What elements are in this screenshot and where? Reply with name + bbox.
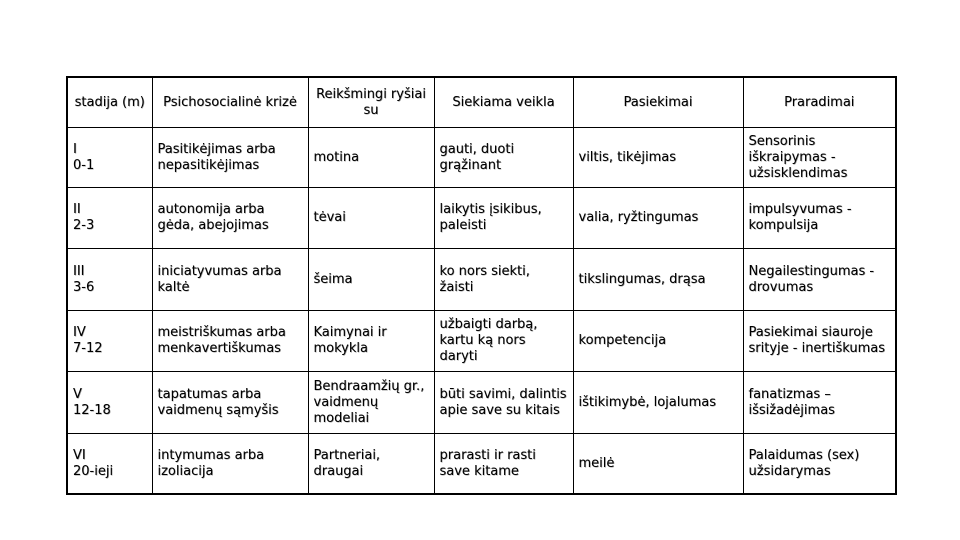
stage-roman: II xyxy=(73,202,81,217)
stage-age: 12-18 xyxy=(73,402,111,418)
cell-activity: gauti, duoti grąžinant xyxy=(434,128,573,188)
header-achievements: Pasiekimai xyxy=(573,77,743,128)
cell-relations: motina xyxy=(308,128,434,188)
cell-relations: Kaimynai ir mokykla xyxy=(308,311,434,372)
table-row xyxy=(67,372,896,434)
table-row xyxy=(67,249,896,311)
cell-stage xyxy=(67,434,152,495)
cell-activity: prarasti ir rasti save kitame xyxy=(434,434,573,495)
stage-roman: I xyxy=(73,141,77,157)
cell-achievement: kompetencija xyxy=(573,311,743,372)
header-stage: stadija (m) xyxy=(67,77,152,128)
cell-achievement: meilė xyxy=(573,434,743,495)
cell-relations: Partneriai, draugai xyxy=(308,434,434,495)
cell-crisis: autonomija arba gėda, abejojimas xyxy=(152,188,308,249)
header-relations: Reikšmingi ryšiai su xyxy=(308,77,434,128)
header-losses: Praradimai xyxy=(743,77,896,128)
cell-achievement: viltis, tikėjimas xyxy=(573,128,743,188)
cell-crisis: meistriškumas arba menkavertiškumas xyxy=(152,311,308,372)
cell-loss: Pasiekimai siauroje srityje - inertiškumas xyxy=(743,311,896,372)
cell-loss: Sensorinis iškraipymas - užsisklendimas xyxy=(743,128,896,188)
cell-stage xyxy=(67,311,152,372)
table-row xyxy=(67,434,896,495)
cell-loss: fanatizmas – išsižadėjimas xyxy=(743,372,896,434)
stage-roman: IV xyxy=(73,325,86,340)
header-crisis: Psichosocialinė krizė xyxy=(152,77,308,128)
cell-relations: šeima xyxy=(308,249,434,311)
cell-activity: laikytis įsikibus, paleisti xyxy=(434,188,573,249)
cell-crisis: tapatumas arba vaidmenų sąmyšis xyxy=(152,372,308,434)
table-row xyxy=(67,128,896,188)
stage-age: 2-3 xyxy=(73,218,95,233)
cell-achievement: valia, ryžtingumas xyxy=(573,188,743,249)
cell-relations: tėvai xyxy=(308,188,434,249)
cell-achievement: tikslingumas, drąsa xyxy=(573,249,743,311)
cell-crisis: iniciatyvumas arba kaltė xyxy=(152,249,308,311)
erikson-stages-table-container xyxy=(66,76,895,495)
stage-roman: V xyxy=(73,386,82,402)
cell-crisis: intymumas arba izoliacija xyxy=(152,434,308,495)
header-activity: Siekiama veikla xyxy=(434,77,573,128)
cell-crisis: Pasitikėjimas arba nepasitikėjimas xyxy=(152,128,308,188)
cell-activity: būti savimi, dalintis apie save su kitais xyxy=(434,372,573,434)
table-header-row xyxy=(67,77,896,128)
stage-age: 3-6 xyxy=(73,279,95,295)
stage-age: 20-ieji xyxy=(73,463,114,479)
cell-relations: Bendraamžių gr., vaidmenų modeliai xyxy=(308,372,434,434)
cell-activity: ko nors siekti, žaisti xyxy=(434,249,573,311)
erikson-stages-table xyxy=(66,76,897,495)
cell-stage xyxy=(67,128,152,188)
stage-roman: III xyxy=(73,263,85,279)
table-row xyxy=(67,188,896,249)
cell-stage xyxy=(67,249,152,311)
cell-stage xyxy=(67,188,152,249)
cell-loss: Negailestingumas - drovumas xyxy=(743,249,896,311)
cell-stage xyxy=(67,372,152,434)
cell-loss: Palaidumas (sex) užsidarymas xyxy=(743,434,896,495)
cell-activity: užbaigti darbą, kartu ką nors daryti xyxy=(434,311,573,372)
stage-roman: VI xyxy=(73,447,86,463)
stage-age: 7-12 xyxy=(73,341,103,356)
table-row xyxy=(67,311,896,372)
cell-loss: impulsyvumas - kompulsija xyxy=(743,188,896,249)
cell-achievement: ištikimybė, lojalumas xyxy=(573,372,743,434)
stage-age: 0-1 xyxy=(73,157,95,173)
